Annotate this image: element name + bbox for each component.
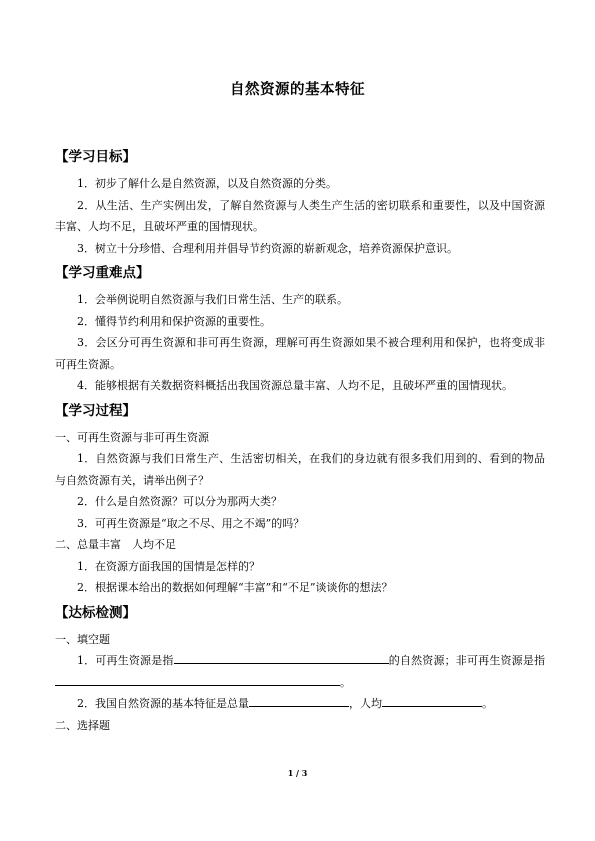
process-question-3: 3．可再生资源是“取之不尽、用之不竭”的吗？ [77, 516, 305, 530]
key-point-item-3: 3．会区分可再生资源和非可再生资源，理解可再生资源如果不被合理利用和保护，也将变成非可再生资源。 [55, 336, 545, 371]
process-part-2-title: 二、总量丰富 人均不足 [55, 538, 176, 551]
question-2-text-c: 。 [482, 697, 493, 710]
process-question-1: 1．自然资源与我们日常生产、生活密切相关，在我们的身边就有很多我们用到的、看到的物品与自然资源有关，请举出例子？ [55, 452, 545, 487]
assessment-part-2-title: 二、选择题 [55, 718, 110, 732]
fill-blank-question-2 [55, 693, 545, 715]
question-1-text-b: 的自然资源；非可再生资源是指 [388, 654, 546, 667]
section-heading-objectives: 【学习目标】 [55, 149, 136, 165]
question-2-text-a: 2．我国自然资源的基本特征是总量 [77, 697, 249, 710]
objective-item-1: 1．初步了解什么是自然资源，以及自然资源的分类。 [77, 177, 337, 190]
key-point-item-2: 2．懂得节约利用和保护资源的重要性。 [77, 314, 271, 328]
fill-blank-question-1 [55, 650, 545, 693]
question-2-text-b: ，人均 [349, 697, 382, 710]
question-1-text-c: 。 [340, 675, 351, 689]
answer-blank-2[interactable] [55, 673, 340, 686]
objective-item-2: 2．从生活、生产实例出发，了解自然资源与人类生产生活的密切联系和重要性，以及中国资源丰富、人均不足，且破坏严重的国情现状。 [55, 198, 545, 233]
assessment-part-1-title: 一、填空题 [55, 632, 110, 646]
answer-blank-1[interactable] [174, 651, 389, 664]
process-question-4: 1．在资源方面我国的国情是怎样的？ [77, 559, 260, 573]
question-1-text-a: 1．可再生资源是指 [77, 654, 174, 667]
answer-blank-3[interactable] [249, 694, 349, 707]
section-heading-assessment: 【达标检测】 [55, 604, 136, 621]
page-title: 自然资源的基本特征 [230, 82, 365, 98]
objective-item-3: 3．树立十分珍惜、合理利用并倡导节约资源的崭新观念，培养资源保护意识。 [77, 241, 458, 255]
key-point-item-1: 1．会举例说明自然资源与我们日常生活、生产的联系。 [77, 293, 348, 306]
page-number: 1 / 3 [287, 768, 308, 778]
process-question-5: 2．根据课本给出的数据如何理解“丰富”和“不足”谈谈你的想法？ [77, 581, 393, 594]
document-body [55, 143, 545, 736]
answer-blank-4[interactable] [382, 694, 482, 707]
section-heading-key-points: 【学习重难点】 [55, 265, 150, 281]
process-question-2: 2．什么是自然资源？可以分为那两大类？ [77, 495, 282, 508]
section-heading-process: 【学习过程】 [55, 402, 136, 419]
key-point-item-4: 4．能够根据有关数据资料概括出我国资源总量丰富、人均不足，且破坏严重的国情现状。 [77, 379, 513, 392]
process-part-1-title: 一、可再生资源与非可再生资源 [55, 430, 209, 444]
